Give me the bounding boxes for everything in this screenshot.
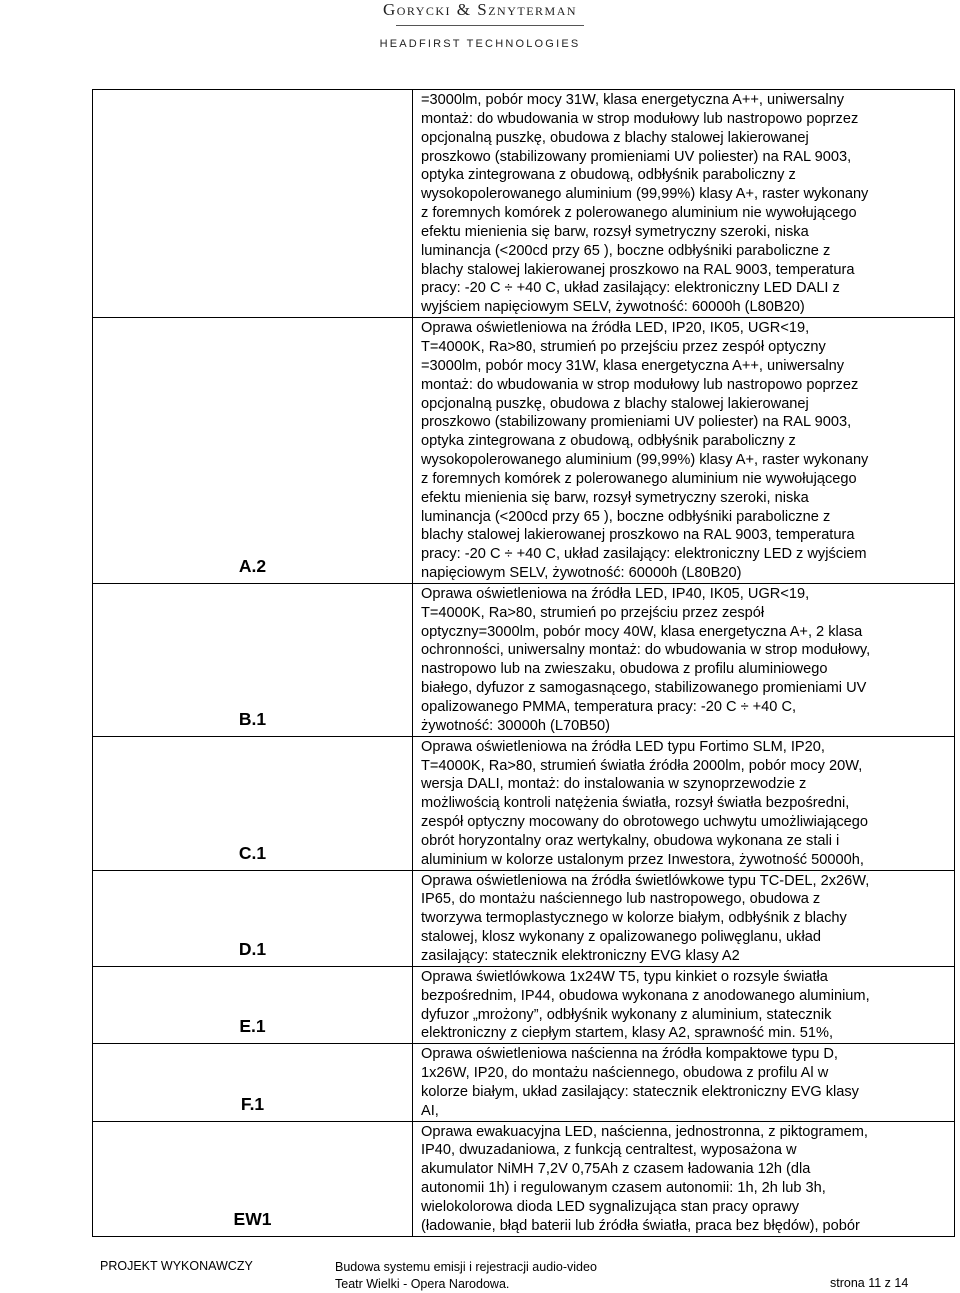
description-line: żywotność: 30000h (L70B50) — [421, 717, 611, 734]
description-line: Oprawa oświetleniowa naścienna na źródła kompaktowe typu D, — [421, 1046, 838, 1063]
description-line: ochronności, uniwersalny montaż: do wbudowania w strop modułowy, — [421, 642, 871, 659]
description-line: montaż: do wbudowania w strop modułowy lub nastropowo poprzez — [421, 376, 859, 393]
description-line: optyka zintegrowana z obudową, odbłyśnik paraboliczny z — [421, 433, 796, 450]
luminaire-code — [93, 90, 413, 318]
description-line: T=4000K, Ra>80, strumień po przejściu przez zespół optyczny — [421, 338, 826, 355]
description-line: wysokopolerowanego aluminium (99,99%) klasy A+, raster wykonany — [421, 186, 869, 203]
description-line: wersja DALI, montaż: do instalowania w szynoprzewodzie z — [421, 776, 807, 793]
description-line: (ładowanie, błąd baterii lub źródła światła, praca bez błędów), pobór — [421, 1217, 860, 1234]
luminaire-code: EW1 — [93, 1121, 413, 1236]
luminaire-description — [413, 1044, 955, 1121]
description-line: T=4000K, Ra>80, strumień światła źródła 2000lm, pobór mocy 20W, — [421, 757, 863, 774]
luminaire-description — [413, 870, 955, 966]
description-line: =3000lm, pobór mocy 31W, klasa energetyczna A++, uniwersalny — [421, 357, 845, 374]
description-line: akumulator NiMH 7,2V 0,75Ah z czasem ładowania 12h (dla — [421, 1161, 811, 1178]
description-line: stalowej, klosz wykonany z opalizowanego poliwęglanu, układ — [421, 929, 821, 946]
luminaire-code: E.1 — [93, 966, 413, 1043]
description-line: obrót horyzontalny oraz wertykalny, obudowa wykonana ze stali i — [421, 832, 840, 849]
description-line: AI, — [421, 1102, 439, 1119]
table-row — [93, 1044, 955, 1121]
description-line: elektroniczny z ciepłym startem, klasy A2, sprawność min. 51%, — [421, 1025, 834, 1042]
footer-page-number: strona 11 z 14 — [830, 1276, 909, 1290]
description-line: autonomii 1h) i regulowanym czasem autonomii: 1h, 2h lub 3h, — [421, 1180, 826, 1197]
description-line: wysokopolerowanego aluminium (99,99%) klasy A+, raster wykonany — [421, 452, 869, 469]
description-line: luminancja (<200cd przy 65 ), boczne odbłyśniki paraboliczne z — [421, 242, 831, 259]
page-header — [0, 0, 960, 70]
description-line: tworzywa termoplastycznego w kolorze białym, odbłyśnik z blachy — [421, 910, 847, 927]
description-line: pracy: -20 C ÷ +40 C, układ zasilający: elektroniczny LED DALI z — [421, 280, 840, 297]
company-name: Gorycki & Sznyterman — [382, 0, 578, 19]
table-row — [93, 583, 955, 736]
description-line: proszkowo (stabilizowany promieniami UV poliester) na RAL 9003, — [421, 414, 852, 431]
footer-project-title — [335, 1259, 597, 1293]
description-line: opcjonalną puszkę, obudowa z blachy stalowej lakierowanej — [421, 395, 809, 412]
luminaire-description — [413, 736, 955, 870]
description-line: Oprawa świetlówkowa 1x24W T5, typu kinkiet o rozsyle światła — [421, 968, 828, 985]
luminaire-code: A.2 — [93, 318, 413, 584]
luminaire-code: C.1 — [93, 736, 413, 870]
description-line: efektu mienienia się barw, rozsył symetryczny szeroki, niska — [421, 489, 809, 506]
description-line: Oprawa oświetleniowa na źródła LED, IP40, IK05, UGR<19, — [421, 585, 810, 602]
luminaire-spec-table — [92, 89, 955, 1237]
description-line: Oprawa oświetleniowa na źródła LED, IP20, IK05, UGR<19, — [421, 320, 810, 337]
luminaire-description — [413, 318, 955, 584]
luminaire-code: F.1 — [93, 1044, 413, 1121]
description-line: aluminium w kolorze ustalonym przez Inwestora, żywotność 50000h, — [421, 851, 864, 868]
description-line: napięciowym SELV, żywotność: 60000h (L80B20) — [421, 565, 742, 582]
spec-table-body — [93, 90, 955, 1237]
table-row — [93, 736, 955, 870]
table-row — [93, 318, 955, 584]
description-line: IP65, do montażu naściennego lub nastropowego, obudowa z — [421, 891, 821, 908]
description-line: Oprawa oświetleniowa na źródła świetlówkowe typu TC-DEL, 2x26W, — [421, 872, 870, 889]
luminaire-description — [413, 90, 955, 318]
description-line: zasilający: statecznik elektroniczny EVG klasy A2 — [421, 947, 740, 964]
luminaire-code: D.1 — [93, 870, 413, 966]
description-line: optyka zintegrowana z obudową, odbłyśnik paraboliczny z — [421, 167, 796, 184]
description-line: kolorze białym, układ zasilający: statecznik elektroniczny EVG klasy — [421, 1083, 859, 1100]
description-line: montaż: do wbudowania w strop modułowy lub nastropowo poprzez — [421, 110, 859, 127]
description-line: =3000lm, pobór mocy 31W, klasa energetyczna A++, uniwersalny — [421, 92, 845, 108]
footer-project-stage: PROJEKT WYKONAWCZY — [100, 1259, 253, 1273]
description-line: T=4000K, Ra>80, strumień po przejściu przez zespół — [421, 604, 765, 621]
table-row — [93, 870, 955, 966]
description-line: zespół optyczny mocowany do obrotowego uchwytu umożliwiającego — [421, 814, 868, 831]
description-line: blachy stalowej lakierowanej proszkowo na RAL 9003, temperatura — [421, 527, 855, 544]
description-line: bezpośrednim, IP44, obudowa wykonana z anodowanego aluminium, — [421, 987, 870, 1004]
luminaire-code: B.1 — [93, 583, 413, 736]
description-line: z foremnych komórek z polerowanego aluminium nie wywołującego — [421, 470, 857, 487]
description-line: wielokolorowa dioda LED sygnalizująca stan pracy oprawy — [421, 1198, 800, 1215]
footer-project-line-1: Budowa systemu emisji i rejestracji audio-video — [335, 1260, 597, 1274]
description-line: nastropowo lub na zwieszaku, obudowa z profilu aluminiowego — [421, 661, 828, 678]
description-line: pracy: -20 C ÷ +40 C, układ zasilający: elektroniczny LED z wyjściem — [421, 546, 867, 563]
luminaire-description — [413, 583, 955, 736]
description-line: efektu mienienia się barw, rozsył symetryczny szeroki, niska — [421, 223, 809, 240]
table-row — [93, 1121, 955, 1236]
luminaire-description — [413, 1121, 955, 1236]
description-line: wyjściem napięciowym SELV, żywotność: 60000h (L80B20) — [421, 299, 805, 316]
header-divider — [396, 25, 584, 26]
table-row — [93, 90, 955, 318]
table-row — [93, 966, 955, 1043]
company-subtitle: HEADFIRST TECHNOLOGIES — [379, 38, 581, 50]
description-line: opalizowanego PMMA, temperatura pracy: -20 C ÷ +40 C, — [421, 699, 797, 715]
description-line: blachy stalowej lakierowanej proszkowo na RAL 9003, temperatura — [421, 261, 855, 278]
description-line: optyczny=3000lm, pobór mocy 40W, klasa energetyczna A+, 2 klasa — [421, 623, 863, 640]
description-line: 1x26W, IP20, do montażu naściennego, obudowa z profilu Al w — [421, 1065, 829, 1082]
description-line: Oprawa ewakuacyjna LED, naścienna, jednostronna, z piktogramem, — [421, 1123, 868, 1140]
luminaire-description — [413, 966, 955, 1043]
description-line: Oprawa oświetleniowa na źródła LED typu Fortimo SLM, IP20, — [421, 738, 825, 755]
description-line: luminancja (<200cd przy 65 ), boczne odbłyśniki paraboliczne z — [421, 508, 831, 525]
description-line: IP40, dwuzadaniowa, z funkcją centraltest, wyposażona w — [421, 1142, 797, 1159]
description-line: możliwością kontroli natężenia światła, rozsył światła bezpośredni, — [421, 795, 850, 812]
description-line: dyfuzor „mrożony”, odbłyśnik wykonany z aluminium, statecznik — [421, 1006, 832, 1023]
footer-project-line-2: Teatr Wielki - Opera Narodowa. — [335, 1277, 510, 1291]
description-line: proszkowo (stabilizowany promieniami UV poliester) na RAL 9003, — [421, 148, 852, 165]
description-line: białego, dyfuzor z samogasnącego, stabilizowanego promieniami UV — [421, 680, 867, 697]
page-footer — [0, 1256, 960, 1293]
description-line: opcjonalną puszkę, obudowa z blachy stalowej lakierowanej — [421, 129, 809, 146]
description-line: z foremnych komórek z polerowanego aluminium nie wywołującego — [421, 205, 857, 222]
